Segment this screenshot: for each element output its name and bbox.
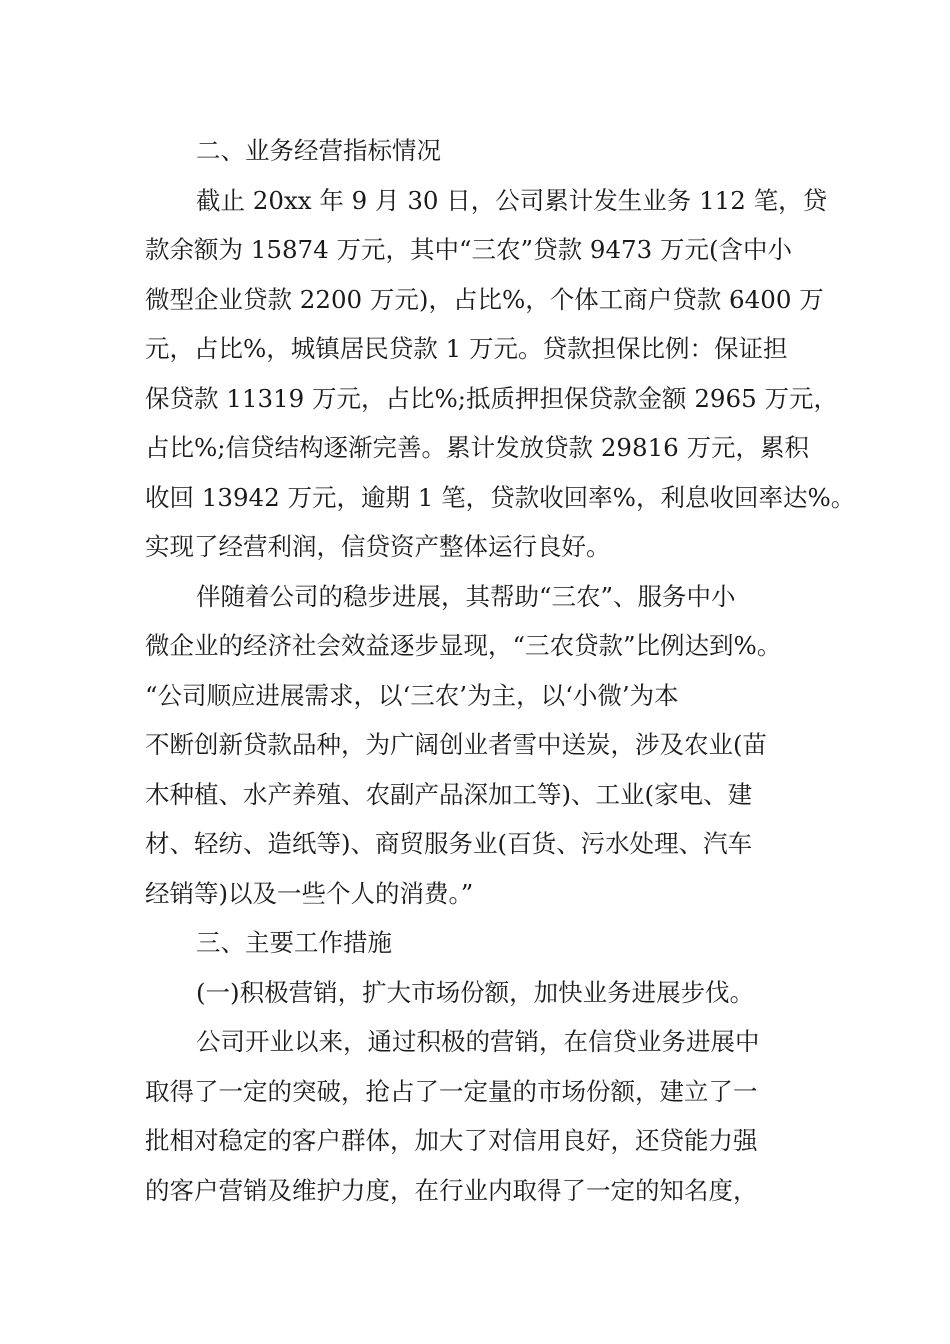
paragraph-line: 经销等)以及一些个人的消费。” <box>145 878 474 908</box>
paragraph-line: 批相对稳定的客户群体，加大了对信用良好，还贷能力强 <box>145 1126 758 1155</box>
paragraph-line: 截止 20xx 年 9 月 30 日，公司累计发生业务 112 笔，贷 <box>196 185 828 215</box>
paragraph-line: 伴随着公司的稳步进展，其帮助“三农”、服务中小 <box>196 581 736 611</box>
paragraph-line: 款余额为 15874 万元，其中“三农”贷款 9473 万元(含中小 <box>145 235 793 264</box>
section-heading-2: 二、业务经营指标情况 <box>196 136 441 165</box>
paragraph-line: 保贷款 11319 万元，占比%;抵质押担保贷款金额 2965 万元， <box>145 383 838 413</box>
paragraph-line: 公司开业以来，通过积极的营销，在信贷业务进展中 <box>196 1027 760 1056</box>
paragraph-line: 的客户营销及维护力度，在行业内取得了一定的知名度， <box>145 1175 758 1205</box>
paragraph-line: 微企业的经济社会效益逐步显现，“三农贷款”比例达到%。 <box>145 631 782 660</box>
paragraph-line: 材、轻纺、造纸等)、商贸服务业(百货、污水处理、汽车 <box>145 829 753 858</box>
paragraph-line: 取得了一定的突破，抢占了一定量的市场份额，建立了一 <box>145 1076 758 1106</box>
subsection-heading-1: (一)积极营销，扩大市场份额，加快业务进展步伐。 <box>196 977 755 1007</box>
document-body <box>145 126 856 1215</box>
paragraph-line: 收回 13942 万元，逾期 1 笔，贷款收回率%，利息收回率达%。 <box>145 482 856 512</box>
paragraph-line: “公司顺应进展需求，以‘三农’为主，以‘小微’为本 <box>145 680 679 710</box>
paragraph-line: 木种植、水产养殖、农副产品深加工等)、工业(家电、建 <box>145 779 753 809</box>
paragraph-line: 元，占比%，城镇居民贷款 1 万元。贷款担保比例：保证担 <box>145 334 788 363</box>
paragraph-line: 占比%;信贷结构逐渐完善。累计发放贷款 29816 万元，累积 <box>145 433 810 462</box>
section-heading-3: 三、主要工作措施 <box>196 928 392 957</box>
paragraph-line: 实现了经营利润，信贷资产整体运行良好。 <box>145 532 611 561</box>
paragraph-line: 微型企业贷款 2200 万元)，占比%，个体工商户贷款 6400 万 <box>145 284 824 314</box>
paragraph-line: 不断创新贷款品种，为广阔创业者雪中送炭，涉及农业(苗 <box>145 730 768 759</box>
